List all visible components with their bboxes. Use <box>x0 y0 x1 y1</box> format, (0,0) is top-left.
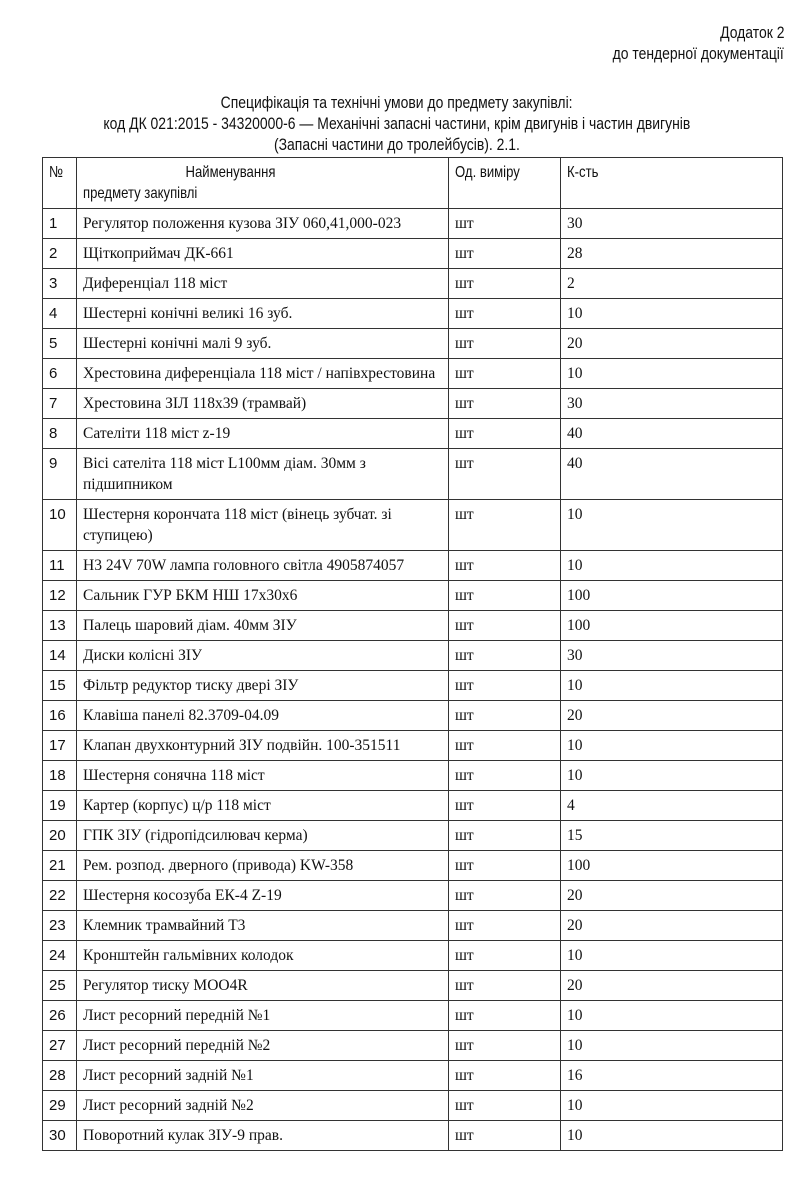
item-unit: шт <box>449 389 561 419</box>
item-unit: шт <box>449 701 561 731</box>
item-name: Хрестовина диференціала 118 міст / напівхрестовина <box>77 359 449 389</box>
item-unit: шт <box>449 419 561 449</box>
item-unit: шт <box>449 329 561 359</box>
item-quantity: 28 <box>561 239 783 269</box>
title-line3: (Запасні частини до тролейбусів). 2.1. <box>274 135 520 154</box>
item-unit: шт <box>449 449 561 500</box>
table-row <box>43 611 783 641</box>
table-row <box>43 329 783 359</box>
item-unit: шт <box>449 239 561 269</box>
item-quantity: 30 <box>561 641 783 671</box>
item-quantity: 10 <box>561 671 783 701</box>
table-row <box>43 911 783 941</box>
item-unit: шт <box>449 881 561 911</box>
header-unit: Од. виміру <box>449 158 561 209</box>
item-quantity: 100 <box>561 851 783 881</box>
item-unit: шт <box>449 941 561 971</box>
item-name: Клемник трамвайний Т3 <box>77 911 449 941</box>
table-row <box>43 449 783 500</box>
table-row <box>43 881 783 911</box>
row-number: 15 <box>43 671 77 701</box>
item-quantity: 10 <box>561 359 783 389</box>
table-header-row <box>43 158 783 209</box>
row-number: 6 <box>43 359 77 389</box>
item-name: Лист ресорний передній №2 <box>77 1031 449 1061</box>
row-number: 17 <box>43 731 77 761</box>
item-quantity: 16 <box>561 1061 783 1091</box>
item-unit: шт <box>449 1091 561 1121</box>
item-quantity: 20 <box>561 881 783 911</box>
item-unit: шт <box>449 641 561 671</box>
row-number: 10 <box>43 500 77 551</box>
row-number: 8 <box>43 419 77 449</box>
item-quantity: 40 <box>561 449 783 500</box>
item-name: Шестерні конічні малі 9 зуб. <box>77 329 449 359</box>
item-name: ГПК ЗІУ (гідропідсилювач керма) <box>77 821 449 851</box>
title-line2: код ДК 021:2015 - 34320000-6 — Механічні запасні частини, крім двигунів і частин двигунів <box>103 114 691 133</box>
item-name: Шестерні конічні великі 16 зуб. <box>77 299 449 329</box>
item-unit: шт <box>449 761 561 791</box>
item-name: Диски колісні ЗІУ <box>77 641 449 671</box>
item-name: Лист ресорний задній №2 <box>77 1091 449 1121</box>
item-quantity: 10 <box>561 761 783 791</box>
item-unit: шт <box>449 359 561 389</box>
item-name: Поворотний кулак ЗІУ-9 прав. <box>77 1121 449 1151</box>
item-quantity: 10 <box>561 1031 783 1061</box>
item-quantity: 10 <box>561 299 783 329</box>
item-quantity: 20 <box>561 911 783 941</box>
item-unit: шт <box>449 1061 561 1091</box>
table-row <box>43 500 783 551</box>
row-number: 7 <box>43 389 77 419</box>
table-row <box>43 791 783 821</box>
table-row <box>43 851 783 881</box>
table-row <box>43 581 783 611</box>
item-unit: шт <box>449 269 561 299</box>
item-quantity: 15 <box>561 821 783 851</box>
item-quantity: 10 <box>561 941 783 971</box>
item-quantity: 10 <box>561 500 783 551</box>
item-name: Шестерня корончата 118 міст (вінець зубчат. зі ступицею) <box>77 500 449 551</box>
table-row <box>43 701 783 731</box>
item-name: Фільтр редуктор тиску двері ЗІУ <box>77 671 449 701</box>
row-number: 1 <box>43 209 77 239</box>
row-number: 3 <box>43 269 77 299</box>
table-row <box>43 1001 783 1031</box>
table-row <box>43 551 783 581</box>
item-quantity: 10 <box>561 1001 783 1031</box>
item-unit: шт <box>449 671 561 701</box>
item-unit: шт <box>449 851 561 881</box>
row-number: 28 <box>43 1061 77 1091</box>
row-number: 12 <box>43 581 77 611</box>
item-name: Клавіша панелі 82.3709-04.09 <box>77 701 449 731</box>
item-name: Клапан двухконтурний ЗІУ подвійн. 100-351511 <box>77 731 449 761</box>
row-number: 23 <box>43 911 77 941</box>
table-row <box>43 269 783 299</box>
row-number: 29 <box>43 1091 77 1121</box>
item-unit: шт <box>449 821 561 851</box>
row-number: 19 <box>43 791 77 821</box>
annex-note <box>575 22 784 64</box>
item-name: Сателіти 118 міст z-19 <box>77 419 449 449</box>
row-number: 4 <box>43 299 77 329</box>
item-quantity: 40 <box>561 419 783 449</box>
item-name: Вісі сателіта 118 міст L100мм діам. 30мм з підшипником <box>77 449 449 500</box>
item-quantity: 30 <box>561 389 783 419</box>
item-unit: шт <box>449 611 561 641</box>
item-quantity: 10 <box>561 1121 783 1151</box>
item-name: Сальник ГУР БКМ НШ 17х30х6 <box>77 581 449 611</box>
item-quantity: 100 <box>561 581 783 611</box>
item-quantity: 30 <box>561 209 783 239</box>
table-row <box>43 1121 783 1151</box>
item-name: Н3 24V 70W лампа головного світла 4905874057 <box>77 551 449 581</box>
row-number: 25 <box>43 971 77 1001</box>
item-unit: шт <box>449 1031 561 1061</box>
spec-table <box>42 157 783 1151</box>
header-name: Найменування предмету закупівлі <box>77 158 449 209</box>
header-num: № <box>43 158 77 209</box>
item-quantity: 10 <box>561 1091 783 1121</box>
row-number: 9 <box>43 449 77 500</box>
item-unit: шт <box>449 1001 561 1031</box>
row-number: 13 <box>43 611 77 641</box>
item-name: Регулятор положення кузова ЗІУ 060,41,000-023 <box>77 209 449 239</box>
table-row <box>43 761 783 791</box>
item-unit: шт <box>449 551 561 581</box>
item-unit: шт <box>449 500 561 551</box>
row-number: 20 <box>43 821 77 851</box>
item-name: Лист ресорний передній №1 <box>77 1001 449 1031</box>
item-quantity: 10 <box>561 731 783 761</box>
table-row <box>43 239 783 269</box>
annex-line2: до тендерної документації <box>612 44 784 63</box>
row-number: 22 <box>43 881 77 911</box>
table-row <box>43 299 783 329</box>
item-name: Рем. розпод. дверного (привода) KW-358 <box>77 851 449 881</box>
table-row <box>43 971 783 1001</box>
item-unit: шт <box>449 791 561 821</box>
header-qty: К-сть <box>561 158 783 209</box>
row-number: 27 <box>43 1031 77 1061</box>
row-number: 2 <box>43 239 77 269</box>
table-row <box>43 731 783 761</box>
row-number: 21 <box>43 851 77 881</box>
item-name: Хрестовина ЗІЛ 118х39 (трамвай) <box>77 389 449 419</box>
item-name: Шестерня сонячна 118 міст <box>77 761 449 791</box>
item-name: Палець шаровий діам. 40мм ЗІУ <box>77 611 449 641</box>
item-unit: шт <box>449 971 561 1001</box>
item-name: Щіткоприймач ДК-661 <box>77 239 449 269</box>
row-number: 11 <box>43 551 77 581</box>
item-quantity: 20 <box>561 701 783 731</box>
row-number: 18 <box>43 761 77 791</box>
item-unit: шт <box>449 581 561 611</box>
table-row <box>43 1031 783 1061</box>
table-row <box>43 359 783 389</box>
table-row <box>43 671 783 701</box>
item-unit: шт <box>449 299 561 329</box>
annex-line1: Додаток 2 <box>719 23 784 42</box>
item-quantity: 20 <box>561 971 783 1001</box>
item-name: Кронштейн гальмівних колодок <box>77 941 449 971</box>
item-name: Регулятор тиску МОО4R <box>77 971 449 1001</box>
item-quantity: 100 <box>561 611 783 641</box>
row-number: 5 <box>43 329 77 359</box>
table-row <box>43 209 783 239</box>
title-line1: Специфікація та технічні умови до предмету закупівлі: <box>221 93 573 112</box>
table-row <box>43 1061 783 1091</box>
table-row <box>43 1091 783 1121</box>
table-row <box>43 821 783 851</box>
item-name: Картер (корпус) ц/р 118 міст <box>77 791 449 821</box>
table-row <box>43 641 783 671</box>
item-name: Диференціал 118 міст <box>77 269 449 299</box>
item-quantity: 4 <box>561 791 783 821</box>
item-quantity: 10 <box>561 551 783 581</box>
item-name: Шестерня косозуба ЕК-4 Z-19 <box>77 881 449 911</box>
page-title <box>0 92 794 155</box>
table-row <box>43 419 783 449</box>
table-row <box>43 941 783 971</box>
row-number: 16 <box>43 701 77 731</box>
item-quantity: 2 <box>561 269 783 299</box>
item-unit: шт <box>449 911 561 941</box>
item-unit: шт <box>449 209 561 239</box>
row-number: 26 <box>43 1001 77 1031</box>
item-quantity: 20 <box>561 329 783 359</box>
row-number: 24 <box>43 941 77 971</box>
item-unit: шт <box>449 1121 561 1151</box>
item-unit: шт <box>449 731 561 761</box>
table-row <box>43 389 783 419</box>
row-number: 14 <box>43 641 77 671</box>
row-number: 30 <box>43 1121 77 1151</box>
item-name: Лист ресорний задній №1 <box>77 1061 449 1091</box>
